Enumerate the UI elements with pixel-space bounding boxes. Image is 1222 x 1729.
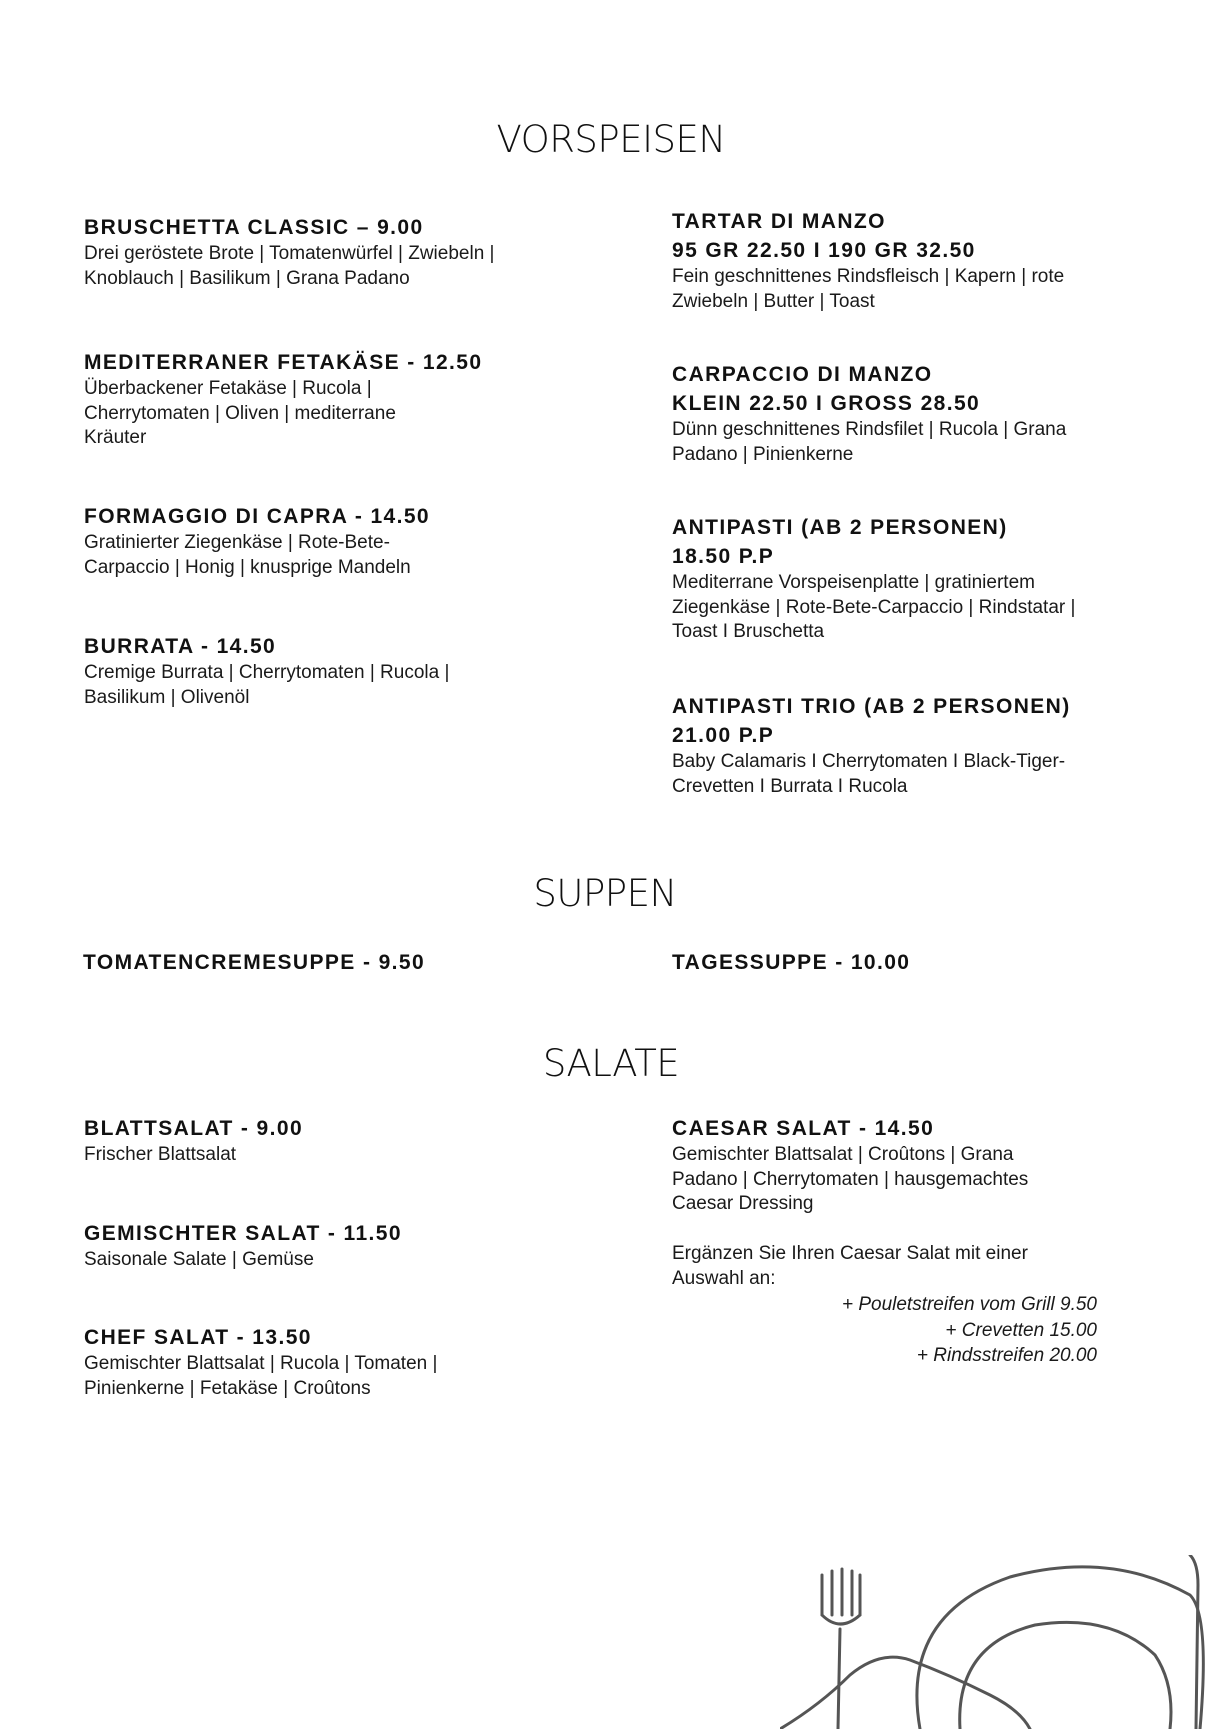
menu-item — [84, 1114, 554, 1168]
item-name: BLATTSALAT - 9.00 — [84, 1117, 304, 1140]
item-name: ANTIPASTI TRIO (AB 2 PERSONEN) — [672, 695, 1071, 718]
extras-intro: Ergänzen Sie Ihren Caesar Salat mit einer Auswahl an: — [672, 1243, 1028, 1289]
extras-item: + Crevetten 15.00 — [945, 1319, 1097, 1341]
item-description: Cremige Burrata | Cherrytomaten | Rucola | Basilikum | Olivenöl — [84, 662, 450, 708]
section-title-suppen: SUPPEN — [533, 872, 677, 915]
item-name: CAESAR SALAT - 14.50 — [672, 1117, 935, 1140]
plate-fork-icon — [780, 1555, 1220, 1729]
item-price: KLEIN 22.50 I GROSS 28.50 — [672, 392, 981, 415]
item-name: ANTIPASTI (AB 2 PERSONEN) — [672, 516, 1008, 539]
item-name: FORMAGGIO DI CAPRA - 14.50 — [84, 505, 430, 528]
extras-item: + Rindsstreifen 20.00 — [916, 1345, 1097, 1366]
extras-item: + Pouletstreifen vom Grill 9.50 — [841, 1294, 1097, 1315]
item-description: Gemischter Blattsalat | Croûtons | Grana Padano | Cherrytomaten | hausgemachtes Caesar Dressing — [672, 1144, 1029, 1214]
item-description: Frischer Blattsalat — [84, 1144, 237, 1165]
item-description: Gemischter Blattsalat | Rucola | Tomaten | Pinienkerne | Fetakäse | Croûtons — [84, 1353, 438, 1399]
item-description: Drei geröstete Brote | Tomatenwürfel | Zwiebeln | Knoblauch | Basilikum | Grana Padano — [84, 243, 495, 289]
item-name: TAGESSUPPE - 10.00 — [672, 951, 911, 974]
extras-list — [672, 1292, 1097, 1369]
item-name: TARTAR DI MANZO — [672, 210, 886, 233]
item-description: Baby Calamaris I Cherrytomaten I Black-Tiger-Crevetten I Burrata I Rucola — [672, 751, 1066, 797]
menu-item — [672, 1114, 1142, 1217]
menu-item — [672, 948, 1142, 977]
item-description: Dünn geschnittenes Rindsfilet | Rucola | Grana Padano | Pinienkerne — [672, 419, 1067, 465]
menu-item — [84, 1219, 554, 1273]
item-description: Mediterrane Vorspeisenplatte | gratiniertem Ziegenkäse | Rote-Bete-Carpaccio | Rindstatar | Toast I Bruschetta — [672, 572, 1076, 642]
menu-item — [672, 692, 1142, 799]
menu-item — [672, 513, 1142, 645]
item-price: 21.00 P.P — [672, 724, 775, 747]
item-description: Überbackener Fetakäse | Rucola | Cherrytomaten | Oliven | mediterrane Kräuter — [84, 378, 396, 448]
menu-item — [84, 348, 554, 451]
item-name: BURRATA - 14.50 — [84, 635, 277, 658]
item-description: Saisonale Salate | Gemüse — [84, 1249, 314, 1270]
item-description: Gratinierter Ziegenkäse | Rote-Bete-Carpaccio | Honig | knusprige Mandeln — [84, 532, 411, 578]
menu-item — [672, 360, 1142, 467]
item-name: MEDITERRANER FETAKÄSE - 12.50 — [84, 351, 483, 374]
menu-item — [84, 502, 554, 580]
menu-item — [672, 207, 1142, 314]
item-price: 95 GR 22.50 I 190 GR 32.50 — [672, 239, 976, 262]
item-name: CHEF SALAT - 13.50 — [84, 1326, 312, 1349]
section-title-vorspeisen: VORSPEISEN — [496, 118, 726, 161]
menu-item — [84, 213, 554, 291]
section-title-salate: SALATE — [542, 1042, 680, 1085]
item-name: BRUSCHETTA CLASSIC – 9.00 — [84, 216, 424, 239]
item-name: TOMATENCREMESUPPE - 9.50 — [83, 951, 426, 974]
item-name: GEMISCHTER SALAT - 11.50 — [84, 1222, 402, 1245]
extras-block — [672, 1242, 1142, 1369]
menu-item — [84, 632, 554, 710]
menu-item — [84, 1323, 554, 1401]
item-price: 18.50 P.P — [672, 545, 775, 568]
menu-item — [83, 948, 553, 977]
item-description: Fein geschnittenes Rindsfleisch | Kapern | rote Zwiebeln | Butter | Toast — [672, 266, 1065, 312]
item-name: CARPACCIO DI MANZO — [672, 363, 933, 386]
